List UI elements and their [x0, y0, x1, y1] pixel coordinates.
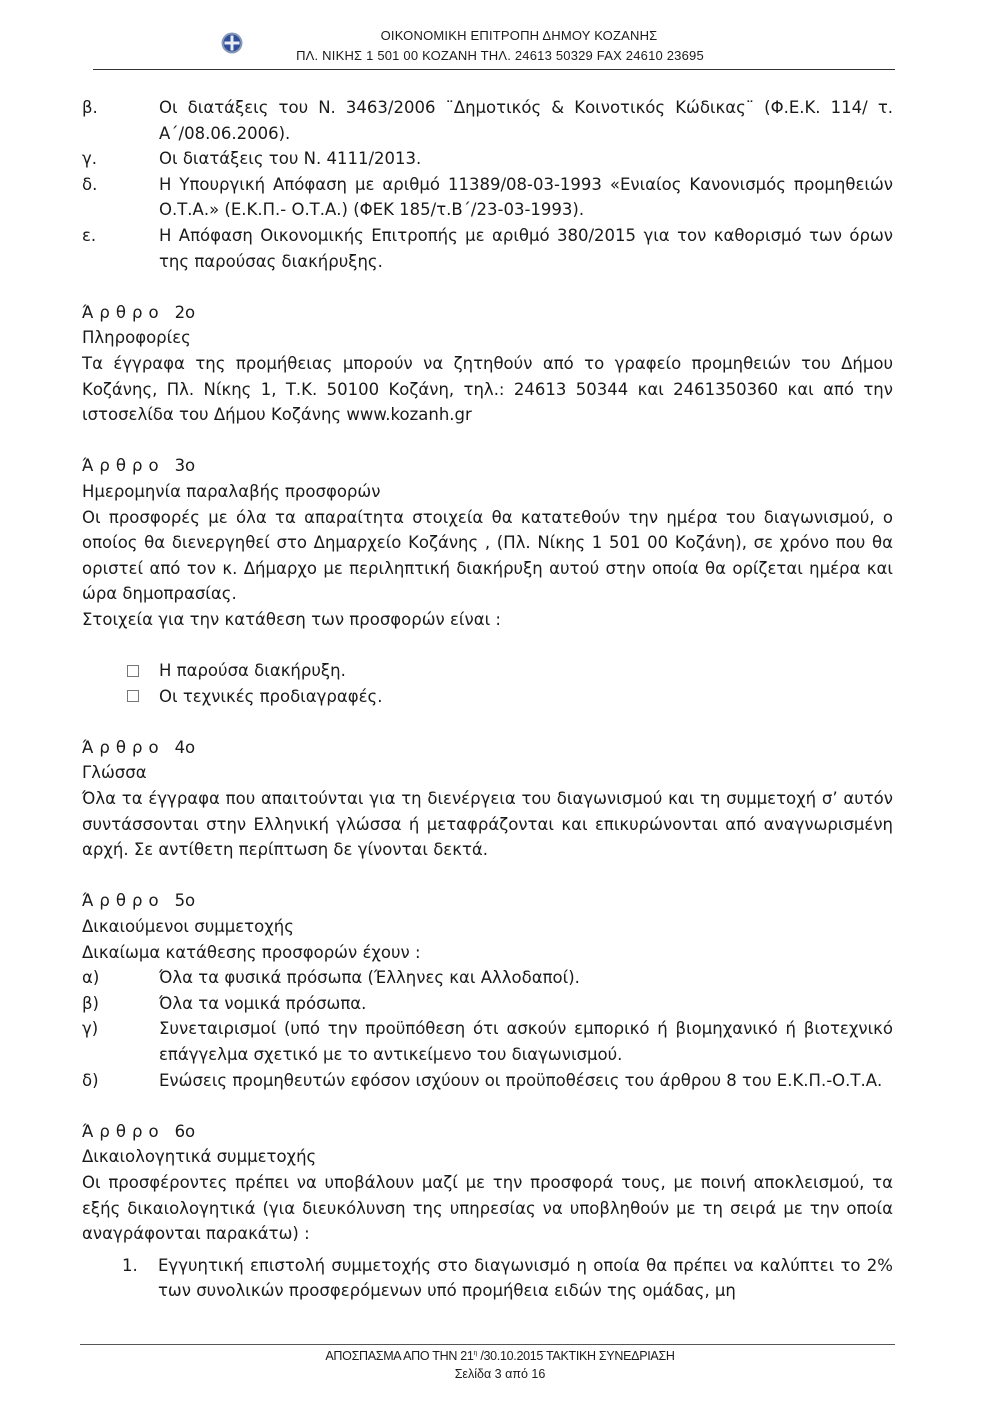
article-number: 3ο: [174, 456, 196, 476]
article-heading: [82, 300, 893, 326]
header-divider: [93, 69, 895, 70]
article-word: Άρθρο: [82, 737, 165, 757]
list-item-label: β.: [82, 98, 98, 117]
article-word: Άρθρο: [82, 891, 165, 911]
list-item-text: Η Υπουργική Απόφαση με αριθμό 11389/08-03-1993 «Ενιαίος Κανονισμός προμηθειών Ο.Τ.Α.» (Ε.Κ.Π.- Ο.Τ.Α.) (ΦΕΚ 185/τ.Β΄/23-03-1993).: [159, 174, 893, 220]
article-body: Όλα τα έγγραφα που απαιτούνται για τη διενέργεια του διαγωνισμού και τη συμμετοχή σ’ αυτόν συντάσσονται στην Ελληνική γλώσσα ή μεταφράζονται και επικυρώνονται από αναγνωρισμένη αρχή. Σε αντίθετη περίπτωση δε γίνονται δεκτά.: [82, 789, 893, 860]
footer-session-suffix: /30.10.2015 ΤΑΚΤΙΚΗ ΣΥΝΕΔΡΙΑΣΗ: [477, 1349, 675, 1363]
article-title: Ημερομηνία παραλαβής προσφορών: [82, 481, 381, 501]
article-number: 2ο: [174, 302, 196, 322]
article-body: Τα έγγραφα της προμήθειας μπορούν να ζητηθούν από το γραφείο προμηθειών του Δήμου Κοζάνης, Πλ. Νίκης 1, Τ.Κ. 50100 Κοζάνη, τηλ.: 24613 50344 και 2461350360 και από την ιστοσελίδα του Δήμου Κοζάνης www.kozanh.gr: [82, 353, 893, 425]
footer-session-superscript: η: [473, 1349, 478, 1357]
article-title: Δικαιολογητικά συμμετοχής: [82, 1147, 317, 1167]
list-item-text: Οι διατάξεις του Ν. 3463/2006 ¨Δημοτικός & Κοινοτικός Κώδικας¨ (Φ.Ε.Κ. 114/ τ. Α΄/08.06.2006).: [159, 98, 893, 143]
article-heading: [82, 735, 893, 761]
article-word: Άρθρο: [82, 1121, 165, 1141]
list-item-text: Η Απόφαση Οικονομικής Επιτροπής με αριθμό 380/2015 για τον καθορισμό των όρων της παρούσας διακήρυξης.: [159, 225, 893, 271]
article-body: Δικαίωμα κατάθεσης προσφορών έχουν :: [82, 942, 421, 962]
list-item-label: γ): [82, 1019, 99, 1039]
bullet-box-icon: [127, 690, 139, 702]
list-item: [82, 1068, 893, 1094]
list-item-text: Εγγυητική επιστολή συμμετοχής στο διαγωνισμό η οποία θα πρέπει να καλύπτει το 2% των συνολικών προσφερόμενων υπό προμήθεια ειδών της ομάδας, μη: [158, 1255, 893, 1301]
list-item-label: δ.: [82, 174, 98, 194]
list-item: [82, 1016, 893, 1067]
article-word: Άρθρο: [82, 456, 165, 476]
article-body: Οι προσφορές με όλα τα απαραίτητα στοιχεία θα κατατεθούν την ημέρα του διαγωνισμού, ο οποίος θα διενεργηθεί στο Δημαρχείο Κοζάνης , (Πλ. Νίκης 1 501 00 Κοζάνη), σε χρόνο που θα οριστεί από τον κ. Δήμαρχο με περιληπτική διακήρυξη αυτού στην οποία θα ορίζεται ημέρα και ώρα δημοπρασίας.: [82, 507, 893, 604]
list-item: [82, 965, 893, 991]
list-item: [82, 172, 893, 223]
article-body: Οι προσφέροντες πρέπει να υποβάλουν μαζί με την προσφορά τους, με ποινή αποκλεισμού, τα εξής δικαιολογητικά (για διευκόλυνση της υπηρεσίας να υποβληθούν με τη σειρά με την οποία αναγράφονται παρακάτω) :: [82, 1172, 893, 1244]
list-item: [82, 1253, 893, 1304]
bullet-list: [82, 658, 893, 709]
bullet-text: Η παρούσα διακήρυξη.: [159, 661, 346, 681]
list-item-text: Οι διατάξεις του Ν. 4111/2013.: [159, 149, 422, 169]
list-item-text: Όλα τα φυσικά πρόσωπα (Έλληνες και Αλλοδαποί).: [159, 968, 580, 988]
article-number: 5ο: [174, 891, 196, 911]
article-number: 6ο: [174, 1121, 196, 1141]
list-item: [82, 991, 893, 1017]
list-item-label: ε.: [82, 225, 97, 245]
list-item-text: Συνεταιρισμοί (υπό την προϋπόθεση ότι ασκούν εμπορικό ή βιομηχανικό ή βιοτεχνικό επάγγελμα σχετικό με το αντικείμενο του διαγωνισμού.: [159, 1019, 893, 1064]
article-heading: [82, 888, 893, 914]
article-number: 4ο: [174, 737, 196, 757]
article-heading: [82, 453, 893, 479]
document-body: [82, 95, 893, 1304]
list-item-label: γ.: [82, 149, 98, 169]
list-item: [82, 223, 893, 274]
numbered-list: [82, 1253, 893, 1304]
article-word: Άρθρο: [82, 302, 165, 322]
header-address: ΠΛ. ΝΙΚΗΣ 1 501 00 ΚΟΖΑΝΗ ΤΗΛ. 24613 50329 FAX 24610 23695: [296, 48, 704, 63]
list-item: [82, 95, 893, 146]
header-organization: ΟΙΚΟΝΟΜΙΚΗ ΕΠΙΤΡΟΠΗ ΔΗΜΟΥ ΚΟΖΑΝΗΣ: [380, 28, 658, 43]
article-body: Στοιχεία για την κατάθεση των προσφορών είναι :: [82, 609, 501, 629]
list-item: [82, 146, 893, 172]
article-title: Πληροφορίες: [82, 328, 191, 348]
bullet-text: Οι τεχνικές προδιαγραφές.: [159, 686, 383, 706]
list-item-label: α): [82, 968, 100, 988]
page-number: Σελίδα 3 από 16: [454, 1367, 546, 1381]
footer-divider: [80, 1344, 895, 1345]
article-title: Γλώσσα: [82, 763, 147, 783]
list-item-label: 1.: [122, 1255, 138, 1275]
list-item-label: β): [82, 993, 99, 1013]
bullet-item: [127, 684, 893, 710]
bullet-item: [127, 658, 893, 684]
footer-session: [0, 1349, 1000, 1363]
list-item-text: Ενώσεις προμηθευτών εφόσον ισχύουν οι προϋποθέσεις του άρθρου 8 του Ε.Κ.Π.-Ο.Τ.Α.: [159, 1070, 883, 1090]
list-item-text: Όλα τα νομικά πρόσωπα.: [159, 993, 367, 1013]
article-title: Δικαιούμενοι συμμετοχής: [82, 917, 294, 936]
list-item-label: δ): [82, 1070, 99, 1090]
page-header: [0, 0, 1000, 72]
footer-session-prefix: ΑΠΟΣΠΑΣΜΑ ΑΠΟ ΤΗΝ 21: [325, 1349, 474, 1363]
bullet-box-icon: [127, 665, 139, 677]
article-heading: [82, 1119, 893, 1145]
